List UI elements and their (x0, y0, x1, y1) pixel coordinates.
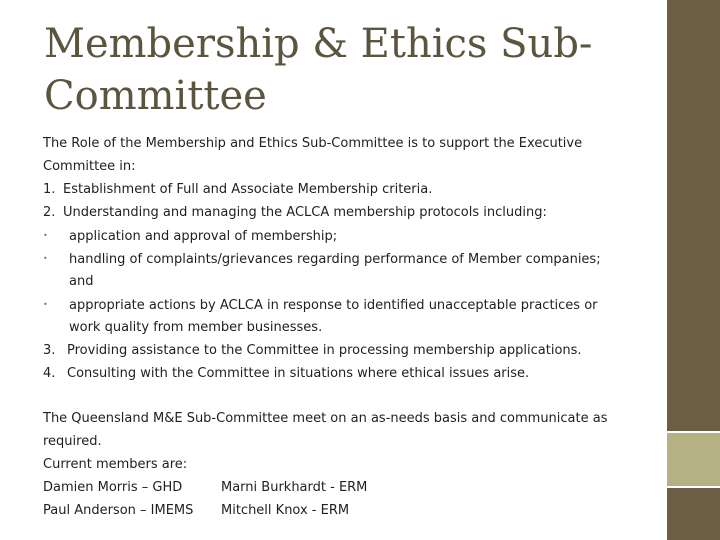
bullet-item (43, 247, 643, 270)
sidebar-band-bottom (667, 488, 720, 540)
bullet-text: application and approval of membership; (69, 229, 338, 244)
list-item (43, 362, 643, 385)
list-number: 4. (43, 366, 56, 381)
sidebar-band-top (667, 0, 720, 431)
list-text: Providing assistance to the Committee in processing membership applications. (67, 343, 582, 358)
bullet-item (43, 293, 643, 316)
list-item (43, 201, 643, 224)
meeting-line: The Queensland M&E Sub-Committee meet on an as-needs basis and communicate as (43, 411, 608, 426)
member-name: Paul Anderson – IMEMS (43, 503, 194, 518)
paragraph-gap (43, 385, 643, 407)
bullet-icon: • (43, 231, 48, 240)
slide-body (43, 132, 643, 522)
bullet-item (43, 224, 643, 247)
bullet-text: handling of complaints/grievances regarding performance of Member companies; (69, 252, 601, 267)
intro-line: The Role of the Membership and Ethics Sub-Committee is to support the Executive (43, 136, 583, 151)
list-number: 1. (43, 182, 56, 197)
list-text: Establishment of Full and Associate Membership criteria. (63, 182, 433, 197)
intro-line: Committee in: (43, 159, 136, 174)
member-name: Damien Morris – GHD (43, 480, 183, 495)
list-item (43, 339, 643, 362)
slide-title: Membership & Ethics Sub-Committee (44, 21, 593, 119)
member-name: Mitchell Knox - ERM (221, 503, 350, 518)
list-text: Understanding and managing the ACLCA membership protocols including: (63, 205, 547, 220)
list-number: 2. (43, 205, 56, 220)
members-row (43, 476, 643, 499)
members-row (43, 499, 643, 522)
sidebar-band-middle (667, 433, 720, 486)
bullet-text: appropriate actions by ACLCA in response to identified unacceptable practices or (69, 298, 598, 313)
list-item (43, 178, 643, 201)
bullet-continuation: work quality from member businesses. (69, 320, 323, 335)
meeting-line: required. (43, 434, 102, 449)
list-number: 3. (43, 343, 56, 358)
members-heading: Current members are: (43, 457, 188, 472)
member-name: Marni Burkhardt - ERM (221, 480, 368, 495)
bullet-icon: • (43, 254, 48, 263)
list-text: Consulting with the Committee in situations where ethical issues arise. (67, 366, 530, 381)
bullet-icon: • (43, 300, 48, 309)
decorative-sidebar (667, 0, 720, 540)
bullet-continuation: and (69, 274, 94, 289)
